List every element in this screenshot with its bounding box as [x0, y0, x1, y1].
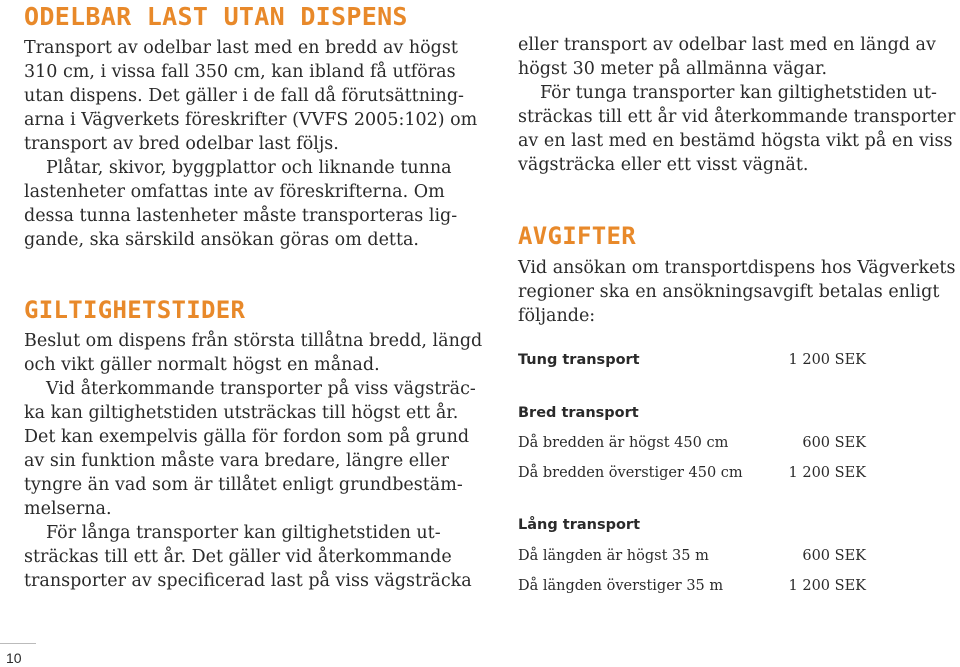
fee-value: 1 200 SEK: [788, 465, 866, 481]
section-title-avgifter: AVGIFTER: [518, 222, 636, 250]
fee-group-label-tung: Tung transport: [518, 352, 640, 368]
continuation-paragraph: [518, 33, 958, 177]
fee-value: 600 SEK: [802, 548, 866, 564]
text-line: Transport av odelbar last med en bredd av högst: [24, 38, 458, 58]
fee-label: Då längden överstiger 35 m: [518, 578, 724, 594]
fee-row-tung: [518, 352, 866, 372]
giltighet-paragraph: [24, 329, 492, 593]
text-line: 310 cm, i vissa fall 350 cm, kan ibland få utföras: [24, 62, 456, 82]
text-line: gande, ska särskild ansökan göras om detta.: [24, 230, 419, 250]
text-line: För tunga transporter kan giltighetstiden ut-: [540, 83, 937, 103]
fee-value: 600 SEK: [802, 435, 866, 451]
text-line: Det kan exempelvis gälla för fordon som på grund: [24, 427, 470, 447]
fee-row-bred-2: [518, 465, 866, 485]
text-line: Vid ansökan om transportdispens hos Vägverkets: [518, 258, 956, 278]
fee-label: Då längden är högst 35 m: [518, 548, 709, 564]
text-line: melserna.: [24, 499, 112, 519]
fee-row-lang-2: [518, 578, 866, 598]
text-line: Plåtar, skivor, byggplattor och liknande tunna: [46, 158, 452, 178]
text-line: Vid återkommande transporter på viss vägsträc-: [46, 379, 476, 399]
fee-group-label-lang: Lång transport: [518, 517, 641, 533]
text-line: eller transport av odelbar last med en längd av: [518, 35, 936, 55]
text-line: transporter av specificerad last på viss vägsträcka: [24, 571, 472, 591]
page-rule: [0, 643, 36, 644]
fee-group-label-bred: Bred transport: [518, 405, 639, 421]
text-line: sträckas till ett år vid återkommande transporter: [518, 107, 956, 127]
avgifter-paragraph: [518, 256, 958, 328]
text-line: följande:: [518, 306, 596, 326]
text-line: sträckas till ett år. Det gäller vid återkommande: [24, 547, 452, 567]
text-line: arna i Vägverkets föreskrifter (VVFS 2005:102) om: [24, 110, 478, 130]
fee-row-lang-1: [518, 548, 866, 568]
text-line: Beslut om dispens från största tillåtna bredd, längd: [24, 331, 483, 351]
text-line: transport av bred odelbar last följs.: [24, 134, 339, 154]
text-line: av sin funktion måste vara bredare, längre eller: [24, 451, 450, 471]
text-line: högst 30 meter på allmänna vägar.: [518, 59, 828, 79]
text-line: regioner ska en ansökningsavgift betalas enligt: [518, 282, 940, 302]
text-line: tyngre än vad som är tillåtet enligt grundbestäm-: [24, 475, 463, 495]
intro-paragraph: [24, 36, 492, 252]
fee-row-bred-1: [518, 435, 866, 455]
fee-label: Då bredden överstiger 450 cm: [518, 465, 743, 481]
text-line: av en last med en bestämd högsta vikt på en viss: [518, 131, 953, 151]
fee-label: Då bredden är högst 450 cm: [518, 435, 729, 451]
fee-value: 1 200 SEK: [788, 578, 866, 594]
text-line: utan dispens. Det gäller i de fall då förutsättning-: [24, 86, 464, 106]
section-title-odelbar-last: ODELBAR LAST UTAN DISPENS: [24, 2, 408, 31]
text-line: och vikt gäller normalt högst en månad.: [24, 355, 380, 375]
section-title-giltighetstider: GILTIGHETSTIDER: [24, 296, 246, 324]
text-line: dessa tunna lastenheter måste transporteras lig-: [24, 206, 458, 226]
text-line: För långa transporter kan giltighetstiden ut-: [46, 523, 441, 543]
text-line: ka kan giltighetstiden utsträckas till högst ett år.: [24, 403, 459, 423]
fee-value: 1 200 SEK: [788, 352, 866, 368]
page-number: 10: [6, 650, 22, 666]
text-line: vägsträcka eller ett visst vägnät.: [518, 155, 809, 175]
text-line: lastenheter omfattas inte av föreskrifterna. Om: [24, 182, 445, 202]
